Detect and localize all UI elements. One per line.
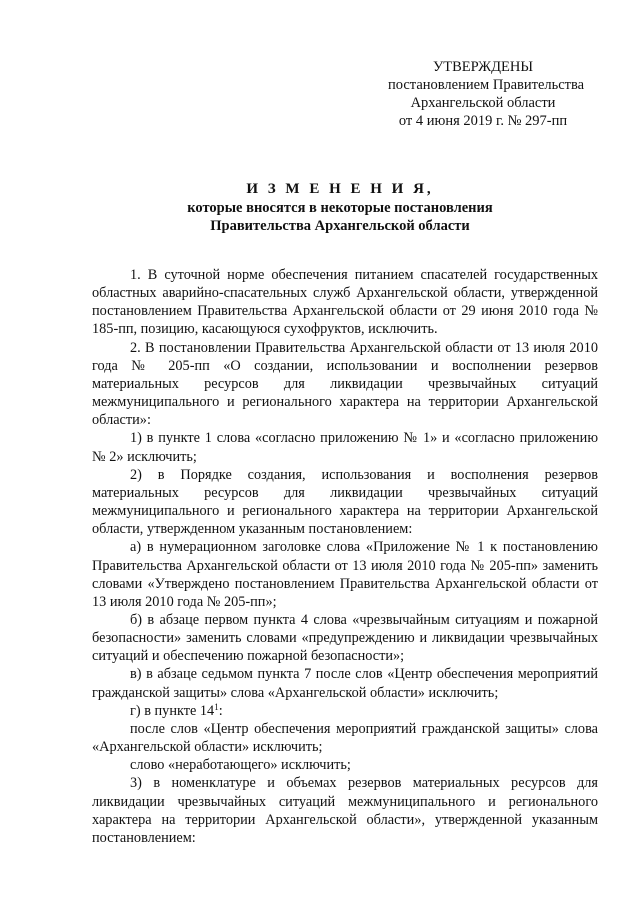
approval-line-region: Архангельской области [410, 95, 556, 111]
paragraph-item-2: 2. В постановлении Правительства Архангельской области от 13 июля 2010 года № 205-пп «О создании, использовании и восполнении резервов материальных ресурсов для ликвидации чрезвычайных ситуаций межмуниципального и регионального характера на территории Архангельской области»: [92, 339, 598, 429]
title-subtitle-line1: которые вносятся в некоторые постановления [187, 199, 493, 216]
paragraph-subitem-2: 2) в Порядке создания, использования и восполнения резервов материальных ресурсов для ликвидации чрезвычайных ситуаций межмуниципального и регионального характера на территории Архангельской области, утвержденном указанным постановлением: [92, 466, 598, 538]
approval-line-date-number: от 4 июня 2019 г. № 297-пп [398, 113, 568, 129]
paragraph-subitem-b: б) в абзаце первом пункта 4 слова «чрезвычайным ситуациям и пожарной безопасности» заменить словами «предупреждению и ликвидации чрезвычайных ситуаций и обеспечению пожарной безопасности»; [92, 611, 598, 665]
approval-line-approved: УТВЕРЖДЕНЫ [432, 59, 534, 75]
paragraph-word-excluded: слово «неработающего» исключить; [130, 757, 351, 774]
approval-line-by-resolution: постановлением Правительства [388, 77, 585, 93]
paragraph-item-1: 1. В суточной норме обеспечения питанием спасателей государственных областных аварийно-спасательных служб Архангельской области, утвержденной постановлением Правительства Архангельской области от 29 июня 2010 года № 185-пп, позицию, касающуюся сухофруктов, исключить. [92, 267, 598, 338]
subitem-g-colon: : [218, 702, 223, 719]
paragraph-subitem-v: в) в абзаце седьмом пункта 7 после слов «Центр обеспечения мероприятий гражданской защиты» слова «Архангельской области» исключить; [92, 666, 598, 701]
document-title [90, 180, 590, 236]
paragraph-subitem-3: 3) в номенклатуре и объемах резервов материальных ресурсов для ликвидации чрезвычайных ситуаций межмуниципального и регионального характера на территории Архангельской области», утвержденной указанным постановлением: [92, 775, 598, 846]
approval-stamp [388, 58, 585, 130]
subitem-g-text: г) в пункте 14 [130, 702, 215, 719]
subitem-g-superscript: 1 [214, 701, 219, 712]
paragraph-subitem-a: а) в нумерационном заголовке слова «Приложение № 1 к постановлению Правительства Архангельской области от 13 июля 2010 года № 205-пп» заменить словами «Утверждено постановлением Правительства Архангельской области от 13 июля 2010 года № 205-пп»; [92, 539, 598, 610]
document-body [92, 266, 598, 847]
paragraph-after-words: после слов «Центр обеспечения мероприятий гражданской защиты» слова «Архангельской области» исключить; [92, 720, 598, 756]
title-subtitle-line2: Правительства Архангельской области [210, 218, 470, 234]
paragraph-subitem-1: 1) в пункте 1 слова «согласно приложению № 1» и «согласно приложению № 2» исключить; [92, 430, 598, 465]
title-main: И З М Е Н Е Н И Я, [246, 181, 434, 197]
paragraph-subitem-g [92, 702, 598, 720]
